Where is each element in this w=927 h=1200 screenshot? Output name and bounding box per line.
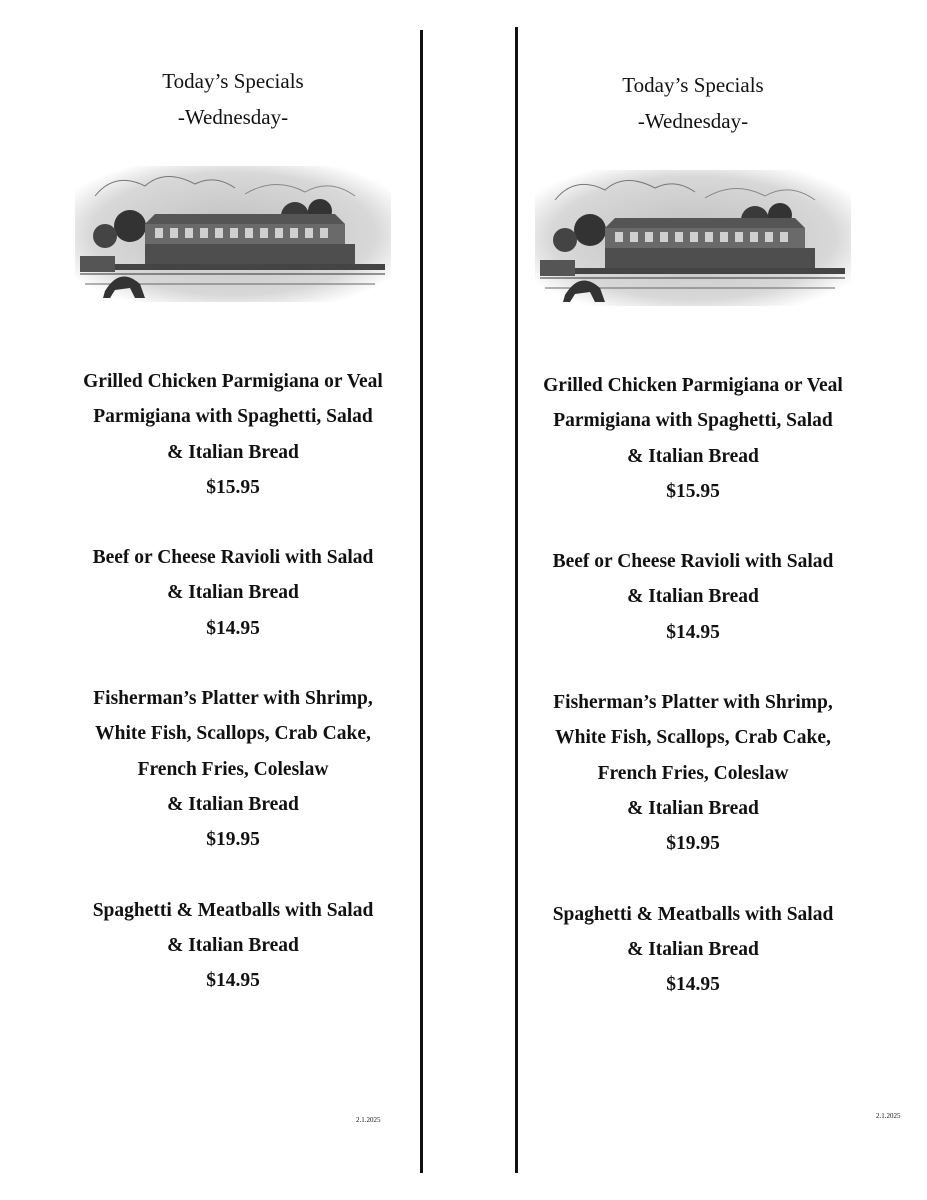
special-line: & Italian Bread [167,793,299,815]
special-line: & Italian Bread [627,938,759,960]
special-line: Fisherman’s Platter with Shrimp, [93,688,373,710]
special-line: Beef or Cheese Ravioli with Salad [92,547,374,569]
special-item [33,540,433,646]
special-line: White Fish, Scallops, Crab Cake, [95,723,371,745]
special-line: Grilled Chicken Parmigiana or Veal [83,371,383,392]
special-line: & Italian Bread [167,582,299,604]
special-line: Fisherman’s Platter with Shrimp, [553,692,833,714]
special-item [493,368,893,509]
specials-list [33,364,433,998]
special-line: & Italian Bread [167,934,299,956]
special-price: $14.95 [666,974,720,996]
special-item [33,893,433,999]
special-line: French Fries, Coleslaw [597,762,789,784]
specials-title: Today’s Specials [162,69,304,93]
special-line: Grilled Chicken Parmigiana or Veal [543,375,843,396]
special-item [33,364,433,505]
special-line: & Italian Bread [627,586,759,608]
special-item [493,897,893,1003]
special-line: & Italian Bread [627,797,759,819]
special-line: Beef or Cheese Ravioli with Salad [552,551,834,573]
specials-list [493,368,893,1002]
special-price: $14.95 [666,621,720,643]
special-item [493,685,893,861]
specials-day: -Wednesday- [637,109,749,133]
special-price: $14.95 [206,617,260,639]
date-stamp: 2.1.2025 [356,1116,381,1124]
specials-day: -Wednesday- [177,105,289,129]
restaurant-building-illustration-icon [75,166,391,302]
restaurant-building-illustration-icon [535,170,851,306]
special-price: $19.95 [206,829,260,851]
special-item [33,681,433,857]
special-line: & Italian Bread [167,441,299,463]
special-price: $19.95 [666,833,720,855]
special-line: & Italian Bread [627,445,759,467]
menu-column-right [493,70,893,1037]
special-item [493,544,893,650]
menu-column-left [33,66,433,1033]
special-line: White Fish, Scallops, Crab Cake, [555,727,831,749]
date-stamp: 2.1.2025 [876,1112,901,1120]
special-line: Parmigiana with Spaghetti, Salad [553,410,833,432]
special-line: French Fries, Coleslaw [137,758,329,780]
special-line: Parmigiana with Spaghetti, Salad [93,406,373,428]
special-price: $14.95 [206,970,260,992]
special-price: $15.95 [206,476,260,498]
special-line: Spaghetti & Meatballs with Salad [92,899,374,921]
specials-title: Today’s Specials [622,73,764,97]
special-price: $15.95 [666,480,720,502]
special-line: Spaghetti & Meatballs with Salad [552,903,834,925]
